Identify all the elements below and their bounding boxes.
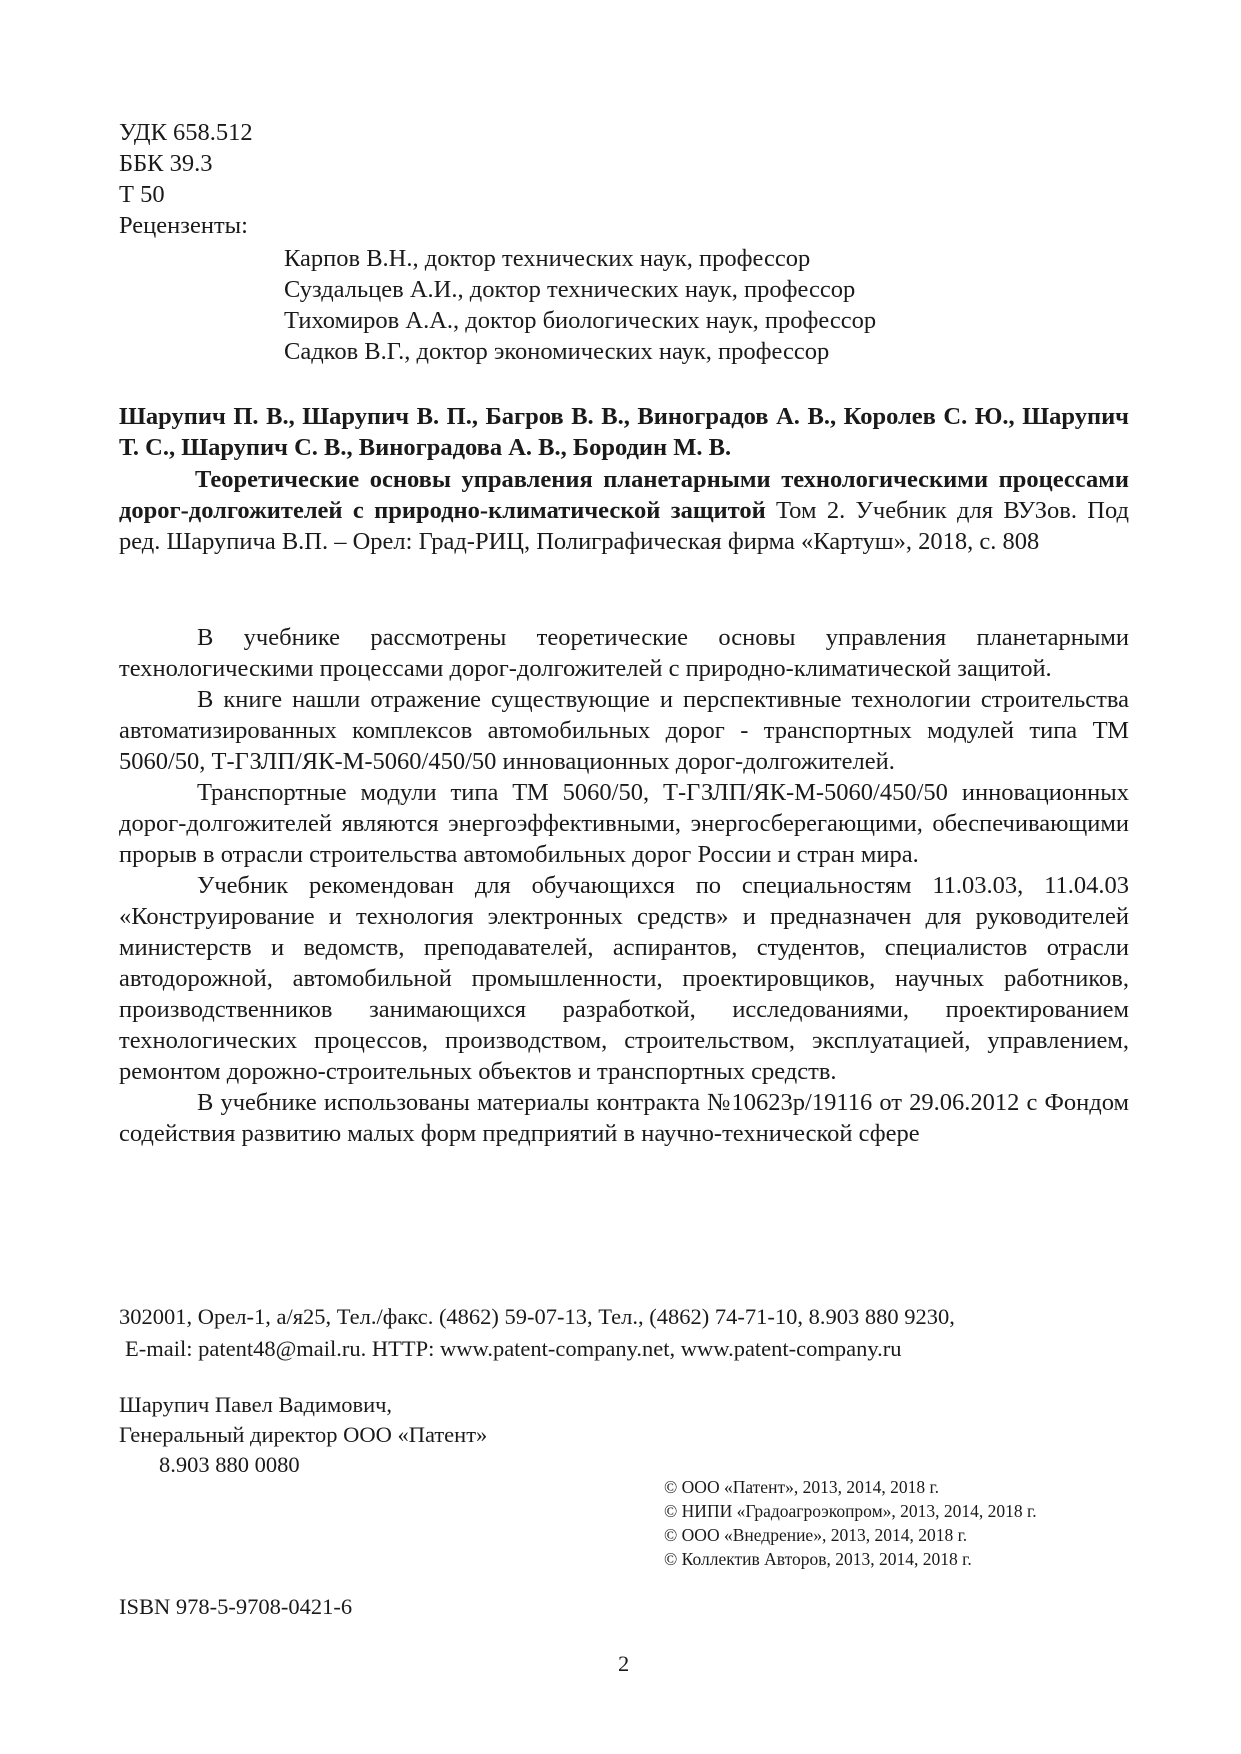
authors: Шарупич П. В., Шарупич В. П., Багров В. В., Виноградов А. В., Королев С. Ю., Шарупич Т. С., Шарупич С. В., Виноградова А. В., Бородин М. В. <box>119 403 1129 461</box>
copyright-line: © ООО «Патент», 2013, 2014, 2018 г. <box>664 1477 940 1497</box>
reviewer: Карпов В.Н., доктор технических наук, профессор <box>284 245 811 272</box>
abstract-paragraph: В книге нашли отражение существующие и перспективные технологии строительства автоматизированных комплексов автомобильных дорог - транспортных модулей типа ТМ 5060/50, Т-ГЗЛП/ЯК-М-5060/450/50 инновационных дорог-долгожителей. <box>119 686 1129 775</box>
abstract-paragraph: В учебнике рассмотрены теоретические основы управления планетарными технологическими процессами дорог-долгожителей с природно-климатической защитой. <box>119 624 1129 682</box>
abstract-paragraph: В учебнике использованы материалы контракта №10623р/19116 от 29.06.2012 с Фондом содействия развитию малых форм предприятий в научно-технической сфере <box>119 1089 1129 1147</box>
director-info <box>119 1390 487 1480</box>
copyright-block <box>664 1475 1037 1571</box>
book-title: Теоретические основы управления планетарными технологическими процессами дорог-долгожителей с природно-климатической защитой <box>119 466 1129 524</box>
director-name: Шарупич Павел Вадимович, <box>119 1392 393 1417</box>
abstract <box>119 622 1129 1149</box>
bbk-code: ББК 39.3 <box>119 150 213 177</box>
reviewer: Садков В.Г., доктор экономических наук, профессор <box>284 338 830 365</box>
contact-address: 302001, Орел-1, а/я25, Тел./факс. (4862) 59-07-13, Тел., (4862) 74-71-10, 8.903 880 9230, <box>119 1304 955 1329</box>
abstract-paragraph: Транспортные модули типа ТМ 5060/50, Т-ГЗЛП/ЯК-М-5060/450/50 инновационных дорог-долгожителей являются энергоэффективными, энергосберегающими, обеспечивающими прорыв в отрасли строительства автомобильных дорог России и стран мира. <box>119 779 1129 868</box>
catalog-header <box>119 117 253 241</box>
contact-web: E-mail: patent48@mail.ru. HTTP: www.patent-company.net, www.patent-company.ru <box>125 1336 902 1361</box>
reviewers-label: Рецензенты: <box>119 212 248 239</box>
director-phone: 8.903 880 0080 <box>159 1452 300 1477</box>
abstract-paragraph: Учебник рекомендован для обучающихся по специальностям 11.03.03, 11.04.03 «Конструирование и технология электронных средств» и предназначен для руководителей министерств и ведомств, преподавателей, аспирантов, студентов, специалистов отрасли автодорожной, автомобильной промышленности, проектировщиков, научных работников, производственников занимающихся разработкой, исследованиями, проектированием технологических процессов, производством, строительством, эксплуатацией, управлением, ремонтом дорожно-строительных объектов и транспортных средств. <box>119 872 1129 1085</box>
director-position: Генеральный директор ООО «Патент» <box>119 1422 488 1447</box>
book-details: Том 2. Учебник для ВУЗов. Под ред. Шарупича В.П. – Орел: Град-РИЦ, Полиграфическая фирма «Картуш», 2018, с. 808 <box>119 497 1129 555</box>
copyright-line: © НИПИ «Градоагроэкопром», 2013, 2014, 2018 г. <box>664 1501 1037 1521</box>
reviewers-list <box>284 243 876 367</box>
isbn: ISBN 978-5-9708-0421-6 <box>119 1594 353 1619</box>
page-number: 2 <box>618 1651 630 1676</box>
copyright-line: © Коллектив Авторов, 2013, 2014, 2018 г. <box>664 1549 972 1569</box>
bibliographic-record <box>119 464 1129 557</box>
reviewer: Тихомиров А.А., доктор биологических наук, профессор <box>284 307 877 334</box>
copyright-line: © ООО «Внедрение», 2013, 2014, 2018 г. <box>664 1525 968 1545</box>
reviewer: Суздальцев А.И., доктор технических наук, профессор <box>284 276 856 303</box>
udk-code: УДК 658.512 <box>119 119 253 146</box>
contacts <box>119 1301 955 1365</box>
author-mark: Т 50 <box>119 181 165 208</box>
